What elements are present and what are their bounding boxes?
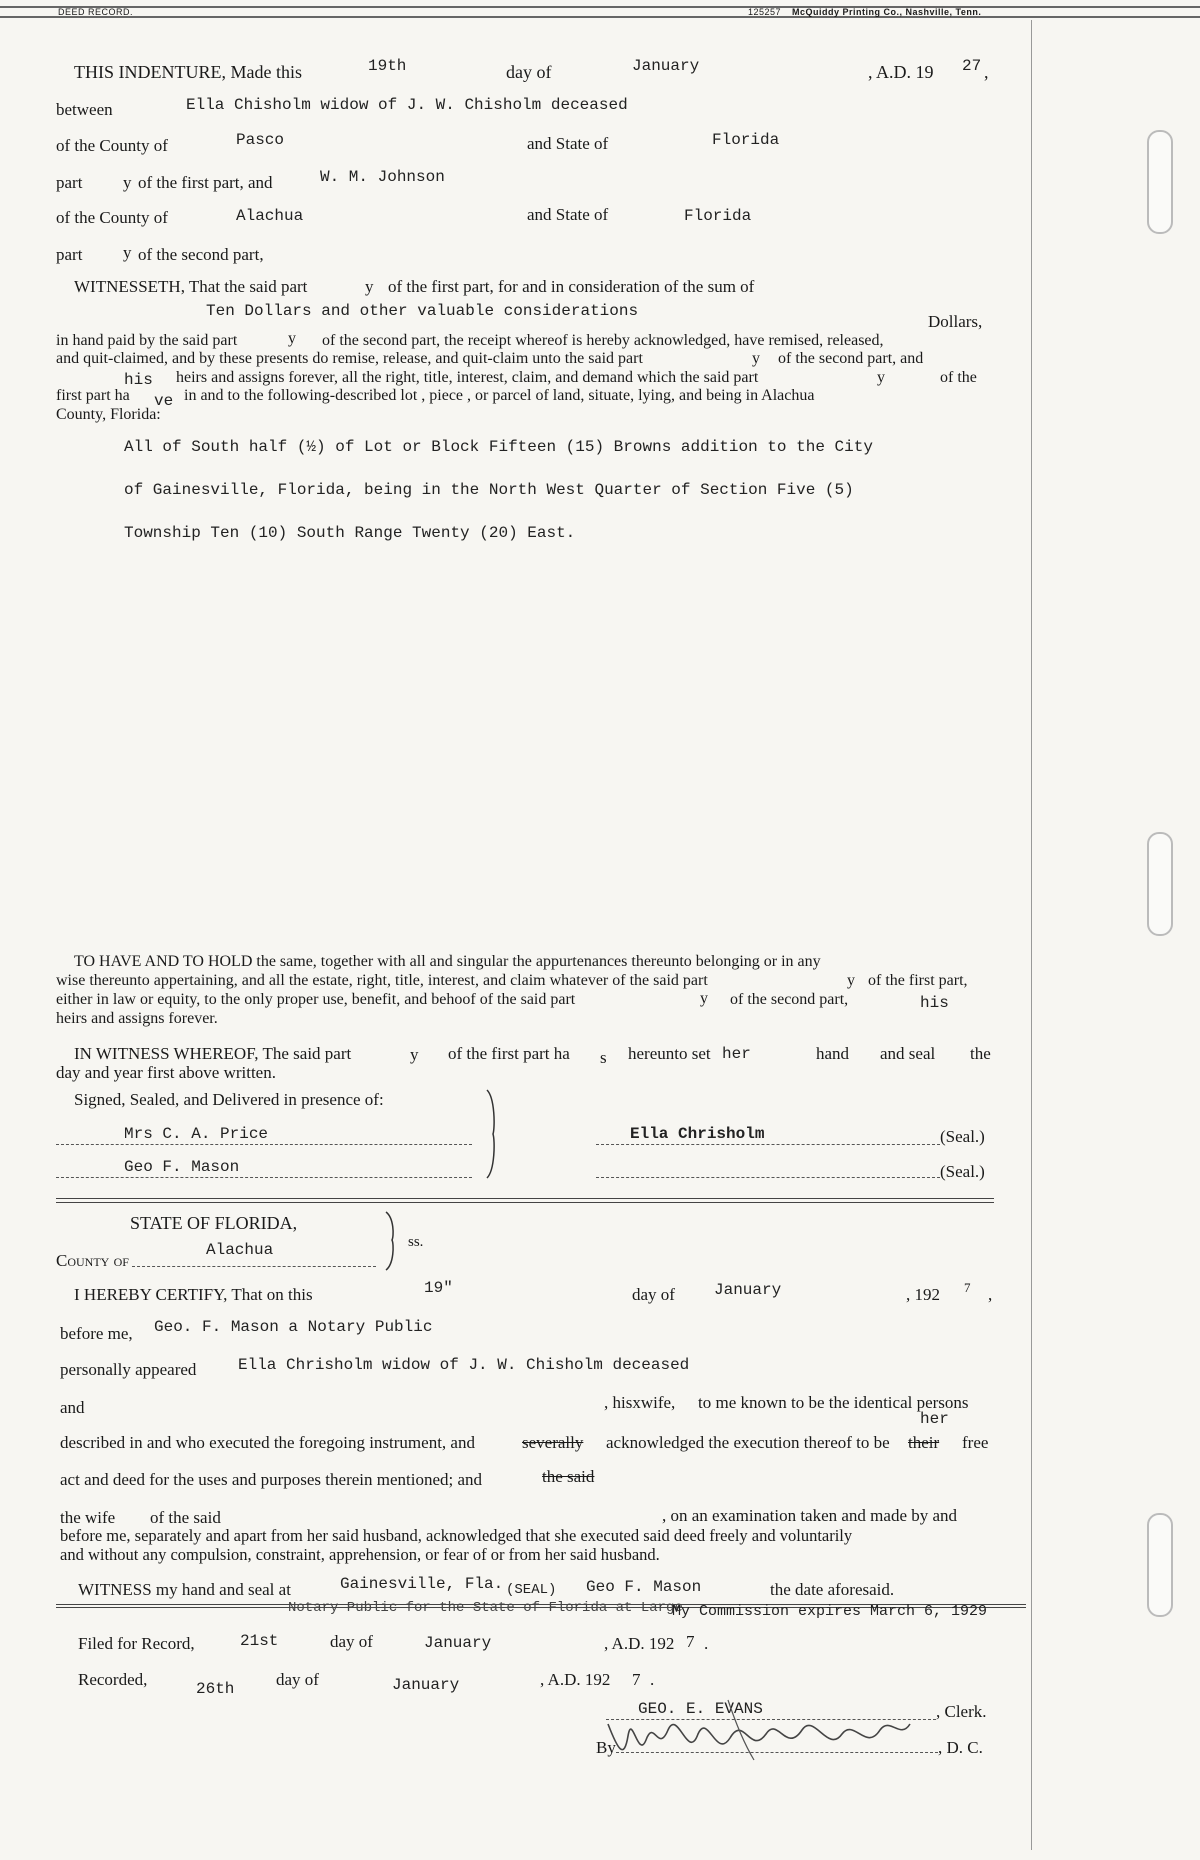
date-aforesaid: the date aforesaid. (770, 1580, 895, 1599)
heirs-y: y (877, 369, 885, 386)
first-party-name: Ella Chisholm widow of J. W. Chisholm deceased (186, 96, 628, 114)
binding-ring-middle (1147, 832, 1173, 936)
county-line (132, 1266, 376, 1267)
indenture-made-this: THIS INDENTURE, Made this (74, 62, 302, 82)
county2-label: of the County of (56, 208, 168, 227)
seal-label-2: (Seal.) (940, 1162, 985, 1181)
first-part-and: of the first part, and (138, 173, 273, 192)
ack-county: Alachua (206, 1241, 274, 1259)
notary-signature: Geo F. Mason (586, 1578, 702, 1596)
margin-rule (1031, 20, 1032, 1850)
witness1-name: Mrs C. A. Price (124, 1125, 269, 1143)
in-witness-s: s (600, 1048, 607, 1067)
described-b: acknowledged the execution thereof to be (606, 1433, 890, 1452)
filed-day: 21st (240, 1632, 279, 1650)
filed-year: 7 (686, 1632, 695, 1651)
act-deed-line: act and deed for the uses and purposes therein mentioned; and (60, 1470, 483, 1489)
county1-label: of the County of (56, 136, 168, 155)
recorded-day: 26th (196, 1680, 235, 1698)
header-number: 125257 (748, 7, 782, 17)
first-part-lot-line: in and to the following-described lot , piece , or parcel of land, situate, lying, and being in Alachua (184, 387, 815, 404)
recorded-month: January (392, 1676, 460, 1694)
witness-hand-seal: WITNESS my hand and seal at (78, 1580, 291, 1599)
state2-label: and State of (527, 205, 609, 224)
recorded-label: Recorded, (78, 1670, 148, 1689)
section-rule-1 (56, 1198, 994, 1199)
clerk-label: , Clerk. (936, 1702, 987, 1721)
county1-value: Pasco (236, 131, 285, 149)
hand-paid-y: y (288, 330, 296, 347)
her-above: her (920, 1410, 949, 1428)
wife-line-a: the wife (60, 1508, 116, 1527)
ack-year-digit: 7 (964, 1280, 971, 1295)
deputy-signature (598, 1690, 918, 1770)
ack-day-of: day of (632, 1285, 675, 1304)
state1-value: Florida (712, 131, 780, 149)
recorded-period: . (650, 1670, 655, 1689)
in-witness-hand: hand (816, 1044, 850, 1063)
hand-paid-b: of the second part, the receipt whereof is hereby acknowledged, have remised, released, (322, 332, 884, 349)
dc-label: , D. C. (938, 1738, 983, 1757)
wife-line-c: , on an examination taken and made by and (662, 1506, 958, 1525)
in-witness-her: her (722, 1045, 751, 1063)
indenture-day-of: day of (506, 62, 552, 82)
ack-year-prefix: , 192 (906, 1285, 940, 1304)
in-witness-the: the (970, 1044, 991, 1063)
ack-person: Ella Chrisholm widow of J. W. Chisholm deceased (238, 1356, 690, 1374)
commission-expires: My Commission expires March 6, 1929 (672, 1603, 988, 1620)
habendum-line-3a: either in law or equity, to the only proper use, benefit, and behoof of the said part (56, 991, 576, 1008)
indenture-month: January (632, 57, 700, 75)
county-brace (384, 1210, 398, 1272)
habendum-line-2a: wise thereunto appertaining, and all the estate, right, title, interest, and claim whatever of the said part (56, 972, 708, 989)
in-witness-seal: and seal (880, 1044, 936, 1063)
state2-value: Florida (684, 207, 752, 225)
habendum-his: his (920, 994, 949, 1012)
ack-day: 19" (424, 1279, 453, 1297)
seal-mark: (SEAL) (506, 1582, 557, 1598)
witnesseth-a: WITNESSETH, That the said part (74, 277, 308, 296)
filed-day-of: day of (330, 1632, 373, 1651)
indenture-ad: , A.D. 19 (868, 62, 934, 82)
heirs-line: heirs and assigns forever, all the right, title, interest, claim, and demand which the said part (176, 369, 759, 386)
legal-line-1: All of South half (½) of Lot or Block Fifteen (15) Browns addition to the City (124, 438, 873, 456)
second-party-name: W. M. Johnson (320, 168, 445, 186)
second-signer-line (596, 1177, 940, 1178)
and-label: and (60, 1398, 85, 1417)
witness2-line (56, 1177, 472, 1178)
quitclaim-b: of the second part, and (778, 350, 924, 367)
signer-name: Ella Chrisholm (630, 1125, 765, 1143)
by-label: By (596, 1738, 616, 1757)
signer-line (596, 1144, 940, 1145)
free-label: free (962, 1433, 989, 1452)
indenture-comma: , (984, 62, 989, 82)
legal-line-3: Township Ten (10) South Range Twenty (20) East. (124, 524, 576, 542)
before-me-line: before me, separately and apart from her said husband, acknowledged that she executed said deed freely and voluntarily (60, 1526, 853, 1545)
day-year-line: day and year first above written. (56, 1063, 276, 1082)
witness-brace (485, 1088, 499, 1180)
notary-title-struck: Notary Public for the State of Florida at Large (288, 1600, 683, 1616)
signed-sealed-label: Signed, Sealed, and Delivered in presence of: (74, 1090, 384, 1109)
first-part-ha: first part ha (56, 387, 130, 404)
consideration-sum: Ten Dollars and other valuable considerations (206, 302, 639, 320)
his-wife: , hisxwife, (604, 1393, 676, 1412)
filed-label: Filed for Record, (78, 1634, 195, 1653)
indenture-year: 27 (962, 57, 982, 75)
before-me-label: before me, (60, 1324, 133, 1343)
witnesseth-his: his (124, 371, 153, 389)
state-of-florida: STATE OF FLORIDA, (130, 1213, 298, 1233)
between-label: between (56, 100, 113, 119)
witnesseth-b: of the first part, for and in consideration of the sum of (388, 277, 755, 296)
in-witness-y: y (410, 1045, 419, 1064)
described-a: described in and who executed the foregoing instrument, and (60, 1433, 475, 1452)
filed-ad: , A.D. 192 (604, 1634, 675, 1653)
county-florida: County, Florida: (56, 406, 161, 423)
their-struck: their (908, 1433, 940, 1452)
witness1-line (56, 1144, 472, 1145)
habendum-line-1: TO HAVE AND TO HOLD the same, together with all and singular the appurtenances thereunto belonging or in any (74, 953, 821, 970)
header-bottom-rule (0, 16, 1200, 18)
section-rule-2 (56, 1202, 994, 1203)
severally-struck: severally (522, 1433, 584, 1452)
the-said-struck: the said (542, 1467, 595, 1486)
certify-label: I HEREBY CERTIFY, That on this (74, 1285, 313, 1304)
ack-year-comma: , (988, 1285, 993, 1304)
ack-place: Gainesville, Fla. (340, 1575, 504, 1593)
dollars-label: Dollars, (928, 312, 983, 331)
wife-line-b: of the said (150, 1508, 221, 1527)
appeared-label: personally appeared (60, 1360, 197, 1379)
part1-y: y (123, 173, 132, 192)
part2-y: y (123, 243, 132, 262)
habendum-line-4: heirs and assigns forever. (56, 1010, 218, 1027)
ack-officer: Geo. F. Mason a Notary Public (154, 1318, 433, 1336)
indenture-day: 19th (368, 57, 407, 75)
filed-period: . (704, 1634, 709, 1653)
header-top-rule (0, 6, 1200, 8)
header-printer: McQuiddy Printing Co., Nashville, Tenn. (792, 7, 982, 17)
recorded-day-of: day of (276, 1670, 319, 1689)
recorded-year: 7 (632, 1670, 641, 1689)
known-label: to me known to be the identical persons (698, 1393, 969, 1412)
ss-label: ss. (408, 1234, 424, 1250)
habendum-y2: y (700, 990, 708, 1007)
clerk-name: GEO. E. EVANS (638, 1700, 763, 1718)
seal-label-1: (Seal.) (940, 1127, 985, 1146)
header-left: DEED RECORD. (58, 7, 134, 17)
part1-label: part (56, 173, 83, 192)
recorded-ad: , A.D. 192 (540, 1670, 611, 1689)
second-part-label: of the second part, (138, 245, 264, 264)
state1-label: and State of (527, 134, 609, 153)
binding-ring-bottom (1147, 1513, 1173, 1617)
quitclaim-y: y (752, 350, 760, 367)
filed-month: January (424, 1634, 492, 1652)
legal-line-2: of Gainesville, Florida, being in the North West Quarter of Section Five (5) (124, 481, 854, 499)
in-witness-a: IN WITNESS WHEREOF, The said part (74, 1044, 352, 1063)
habendum-line-2b: of the first part, (868, 972, 968, 989)
habendum-y1: y (847, 972, 855, 989)
in-witness-c: hereunto set (628, 1044, 711, 1063)
part2-label: part (56, 245, 83, 264)
county-label: County of (56, 1251, 129, 1270)
quitclaim-a: and quit-claimed, and by these presents do remise, release, and quit-claim unto the said part (56, 350, 643, 367)
in-witness-b: of the first part ha (448, 1044, 570, 1063)
binding-ring-top (1147, 130, 1173, 234)
witness2-name: Geo F. Mason (124, 1158, 240, 1176)
first-part-ve: ve (154, 392, 174, 410)
habendum-line-3b: of the second part, (730, 991, 849, 1008)
hand-paid-a: in hand paid by the said part (56, 332, 238, 349)
without-line: and without any compulsion, constraint, apprehension, or fear of or from her said husband. (60, 1545, 660, 1564)
county2-value: Alachua (236, 207, 304, 225)
heirs-b: of the (940, 369, 977, 386)
ack-month: January (714, 1281, 782, 1299)
witnesseth-y: y (365, 277, 374, 296)
